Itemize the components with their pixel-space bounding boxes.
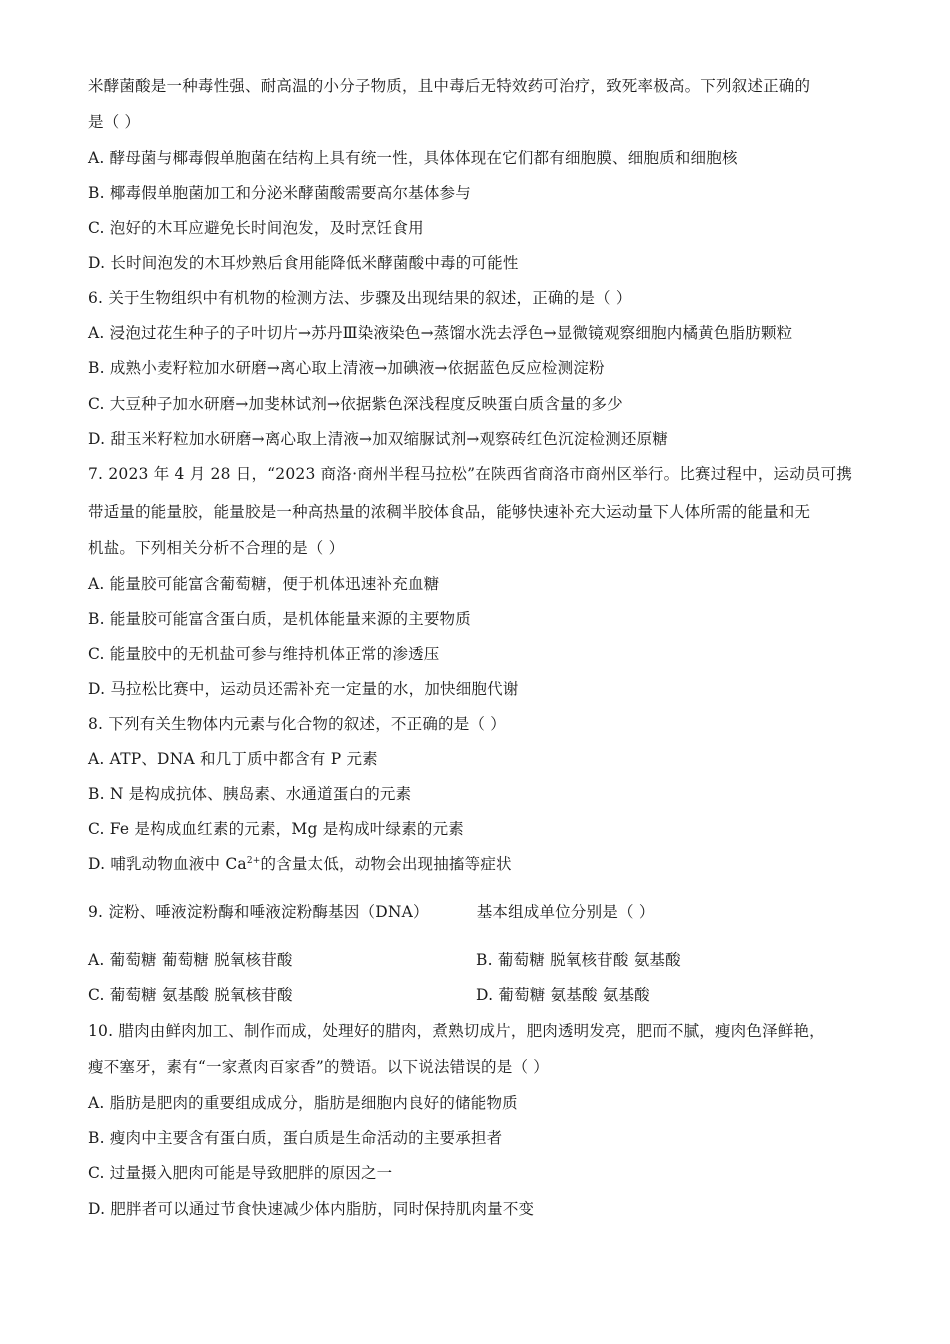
q10-option-d: D. 肥胖者可以通过节食快速减少体内脂肪，同时保持肌肉量不变 bbox=[88, 1200, 535, 1218]
q6-option-c: C. 大豆种子加水研磨→加斐林试剂→依据紫色深浅程度反映蛋白质含量的多少 bbox=[88, 395, 623, 413]
q7-option-c: C. 能量胶中的无机盐可参与维持机体正常的渗透压 bbox=[88, 645, 440, 663]
q9-option-b: B. 葡萄糖 脱氧核苷酸 氨基酸 bbox=[476, 951, 681, 969]
q6-option-b: B. 成熟小麦籽粒加水研磨→离心取上清液→加碘液→依据蓝色反应检测淀粉 bbox=[88, 359, 605, 377]
q8-option-d-superscript: 2+ bbox=[246, 856, 261, 866]
q7-option-a: A. 能量胶可能富含葡萄糖，便于机体迅速补充血糖 bbox=[88, 575, 440, 593]
q8-stem: 8. 下列有关生物体内元素与化合物的叙述，不正确的是（ ） bbox=[88, 715, 506, 733]
q7-option-d: D. 马拉松比赛中，运动员还需补充一定量的水，加快细胞代谢 bbox=[88, 680, 519, 698]
q10-stem-line2: 瘦不塞牙，素有“一家煮肉百家香”的赞语。以下说法错误的是（ ） bbox=[88, 1058, 549, 1076]
q5-stem-line2: 是（ ） bbox=[88, 113, 141, 131]
q8-option-b: B. N 是构成抗体、胰岛素、水通道蛋白的元素 bbox=[88, 785, 412, 803]
q7-stem-line2: 带适量的能量胶，能量胶是一种高热量的浓稠半胶体食品，能够快速补充大运动量下人体所需的能量和无 bbox=[88, 503, 811, 521]
q6-stem: 6. 关于生物组织中有机物的检测方法、步骤及出现结果的叙述，正确的是（ ） bbox=[88, 289, 632, 307]
q8-option-a: A. ATP、DNA 和几丁质中都含有 P 元素 bbox=[88, 750, 378, 768]
q9-option-c: C. 葡萄糖 氨基酸 脱氧核苷酸 bbox=[88, 986, 293, 1004]
q8-option-c: C. Fe 是构成血红素的元素，Mg 是构成叶绿素的元素 bbox=[88, 820, 464, 838]
q10-option-a: A. 脂肪是肥肉的重要组成成分，脂肪是细胞内良好的储能物质 bbox=[88, 1094, 518, 1112]
q6-option-a: A. 浸泡过花生种子的子叶切片→苏丹Ⅲ染液染色→蒸馏水洗去浮色→显微镜观察细胞内橘黄色脂肪颗粒 bbox=[88, 324, 793, 342]
q5-stem-line1: 米酵菌酸是一种毒性强、耐高温的小分子物质，且中毒后无特效药可治疗，致死率极高。下列叙述正确的 bbox=[88, 77, 811, 95]
q9-option-d: D. 葡萄糖 氨基酸 氨基酸 bbox=[476, 986, 650, 1004]
q7-option-b: B. 能量胶可能富含蛋白质，是机体能量来源的主要物质 bbox=[88, 610, 471, 628]
q5-option-a: A. 酵母菌与椰毒假单胞菌在结构上具有统一性，具体体现在它们都有细胞膜、细胞质和细胞核 bbox=[88, 149, 738, 167]
q9-stem-part1: 9. 淀粉、唾液淀粉酶和唾液淀粉酶基因（DNA） bbox=[88, 903, 429, 921]
q5-option-d: D. 长时间泡发的木耳炒熟后食用能降低米酵菌酸中毒的可能性 bbox=[88, 254, 519, 272]
q9-stem bbox=[88, 901, 862, 923]
q6-option-d: D. 甜玉米籽粒加水研磨→离心取上清液→加双缩脲试剂→观察砖红色沉淀检测还原糖 bbox=[88, 430, 668, 448]
q8-option-d-text-post: 的含量太低，动物会出现抽搐等症状 bbox=[260, 855, 512, 873]
q5-option-c: C. 泡好的木耳应避免长时间泡发，及时烹饪食用 bbox=[88, 219, 424, 237]
q9-option-a: A. 葡萄糖 葡萄糖 脱氧核苷酸 bbox=[88, 951, 293, 969]
q5-option-b: B. 椰毒假单胞菌加工和分泌米酵菌酸需要高尔基体参与 bbox=[88, 184, 471, 202]
q10-stem-line1: 10. 腊肉由鲜肉加工、制作而成，处理好的腊肉，煮熟切成片，肥肉透明发亮，肥而不腻，瘦肉色泽鲜艳， bbox=[88, 1022, 825, 1040]
q8-option-d-text-pre: D. 哺乳动物血液中 Ca bbox=[88, 855, 247, 873]
q7-stem-line3: 机盐。下列相关分析不合理的是（ ） bbox=[88, 539, 345, 557]
q8-option-d bbox=[88, 853, 862, 875]
q7-stem-line1: 7. 2023 年 4 月 28 日，“2023 商洛·商州半程马拉松”在陕西省商洛市商州区举行。比赛过程中，运动员可携 bbox=[88, 465, 853, 483]
q9-stem-part2: 基本组成单位分别是（ ） bbox=[476, 903, 655, 921]
q10-option-c: C. 过量摄入肥肉可能是导致肥胖的原因之一 bbox=[88, 1164, 393, 1182]
q10-option-b: B. 瘦肉中主要含有蛋白质，蛋白质是生命活动的主要承担者 bbox=[88, 1129, 503, 1147]
